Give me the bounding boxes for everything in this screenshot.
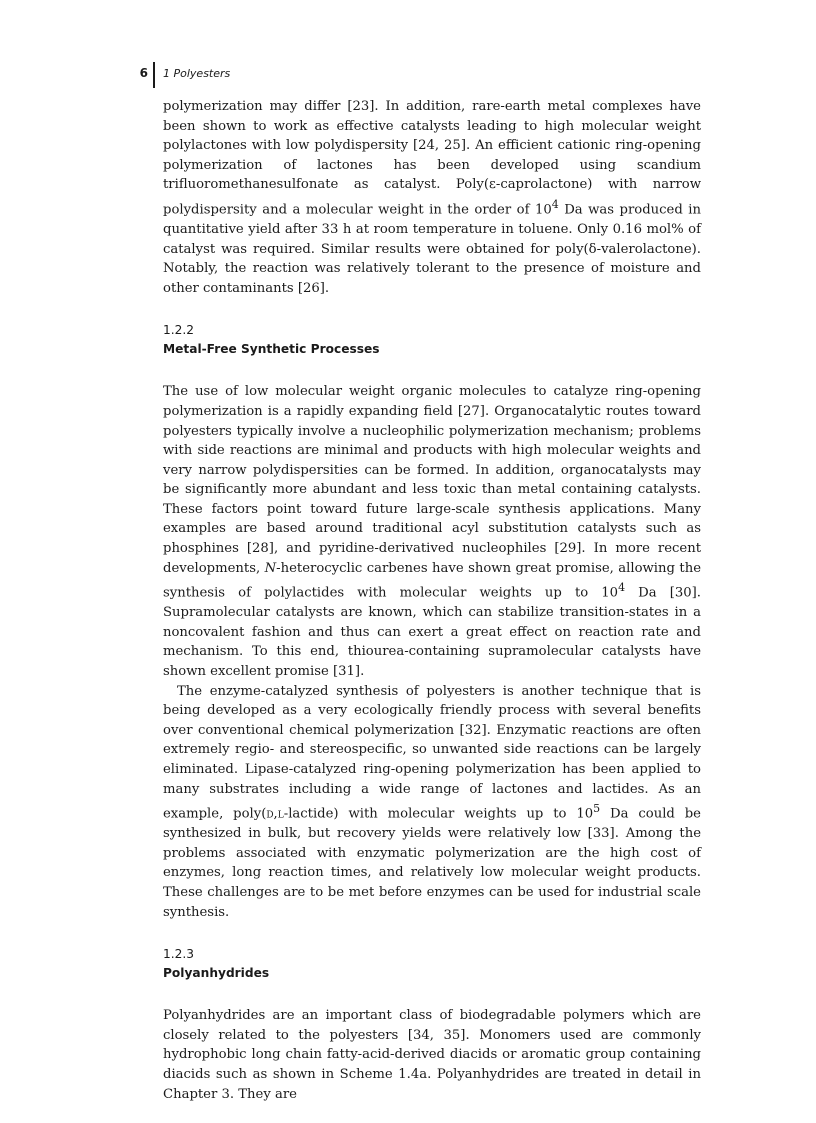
italic-text: N — [264, 560, 277, 576]
body-text — [163, 97, 701, 1104]
section-title: Polyanhydrides — [163, 966, 270, 981]
chapter-title: 1 Polyesters — [163, 67, 231, 80]
page-number: 6 — [139, 66, 148, 80]
running-head — [0, 62, 816, 88]
paragraph-enzymatic — [163, 682, 701, 923]
header-rule — [153, 62, 155, 88]
section-heading-1-2-3 — [163, 945, 701, 983]
small-caps-text: d,l — [266, 806, 284, 822]
section-title: Metal-Free Synthetic Processes — [163, 342, 380, 357]
text-run: The use of low molecular weight organic molecules to catalyze ring-opening polymerization is a rapidly expanding field [27]. Organocatalytic routes toward polyesters typically involve a nucleophilic polymerization mechanism; problems with side reactions are minimal and products with high molecular weights and very narrow polydispersities can be formed. In addition, organocatalysts may be significantly more abundant and less toxic than metal containing catalysts. These factors point toward future large-scale synthesis applications. Many examples are based around traditional acyl substitution catalysts such as phosphines [28], and pyridine-derivatived nucleophiles [29]. In more recent developments, — [163, 384, 701, 576]
text-run: The enzyme-catalyzed synthesis of polyesters is another technique that is being developed as a very ecologically friendly process with several benefits over conventional chemical polymerization [32]. Enzymatic reactions are often extremely regio- and stereospecific, so unwanted side reactions can be largely eliminated. Lipase-catalyzed ring-opening polymerization has been applied to many substrates including a wide range of lactones and lactides. As an example, poly( — [163, 683, 701, 822]
paragraph-rare-earth — [163, 97, 701, 298]
section-number: 1.2.2 — [163, 323, 195, 338]
section-number: 1.2.3 — [163, 947, 195, 962]
text-run: polymerization may differ [23]. In addition, rare-earth metal complexes have been shown to work as effective catalysts leading to high molecular weight polylactones with low polydispersity [24, 25]. An efficient cationic ring-opening polymerization of lactones has been developed using scandium trifluoromethanesulfonate as catalyst. Poly(ε-caprolactone) with narrow polydispersity and a molecular weight in the order of 10 — [163, 99, 701, 218]
superscript: 4 — [618, 581, 626, 595]
superscript: 4 — [551, 197, 559, 211]
text-run: Da was produced in quantitative yield after 33 h at room temperature in toluene. Only 0.16 mol% of catalyst was required. Similar results were obtained for poly(δ-valerolactone). Notably, the reaction was relatively tolerant to the presence of moisture and other contaminants [26]. — [163, 202, 701, 296]
superscript: 5 — [593, 802, 601, 816]
text-run: -lactide) with molecular weights up to 10 — [283, 806, 594, 822]
text-run: Da could be synthesized in bulk, but recovery yields were relatively low [33]. Among the problems associated with enzymatic polymerization are the high cost of enzymes, long reaction times, and relatively low molecular weight products. These challenges are to be met before enzymes can be used for industrial scale synthesis. — [163, 806, 701, 920]
paragraph-organocatalysis — [163, 382, 701, 681]
text-run: -heterocyclic carbenes have shown great promise, allowing the synthesis of polylactides with molecular weights up to 10 — [163, 560, 701, 601]
paragraph-polyanhydrides: Polyanhydrides are an important class of biodegradable polymers which are closely related to the polyesters [34, 35]. Monomers used are commonly hydrophobic long chain fatty-acid-derived diacids or aromatic group containing diacids such as shown in Scheme 1.4a. Polyanhydrides are treated in detail in Chapter 3. They are — [163, 1008, 701, 1102]
text-run: Da [30]. Supramolecular catalysts are known, which can stabilize transition-states in a noncovalent fashion and thus can exert a great effect on reaction rate and mechanism. To this end, thiourea-containing supramolecular catalysts have shown excellent promise [31]. — [163, 585, 701, 680]
section-heading-1-2-2 — [163, 321, 701, 359]
